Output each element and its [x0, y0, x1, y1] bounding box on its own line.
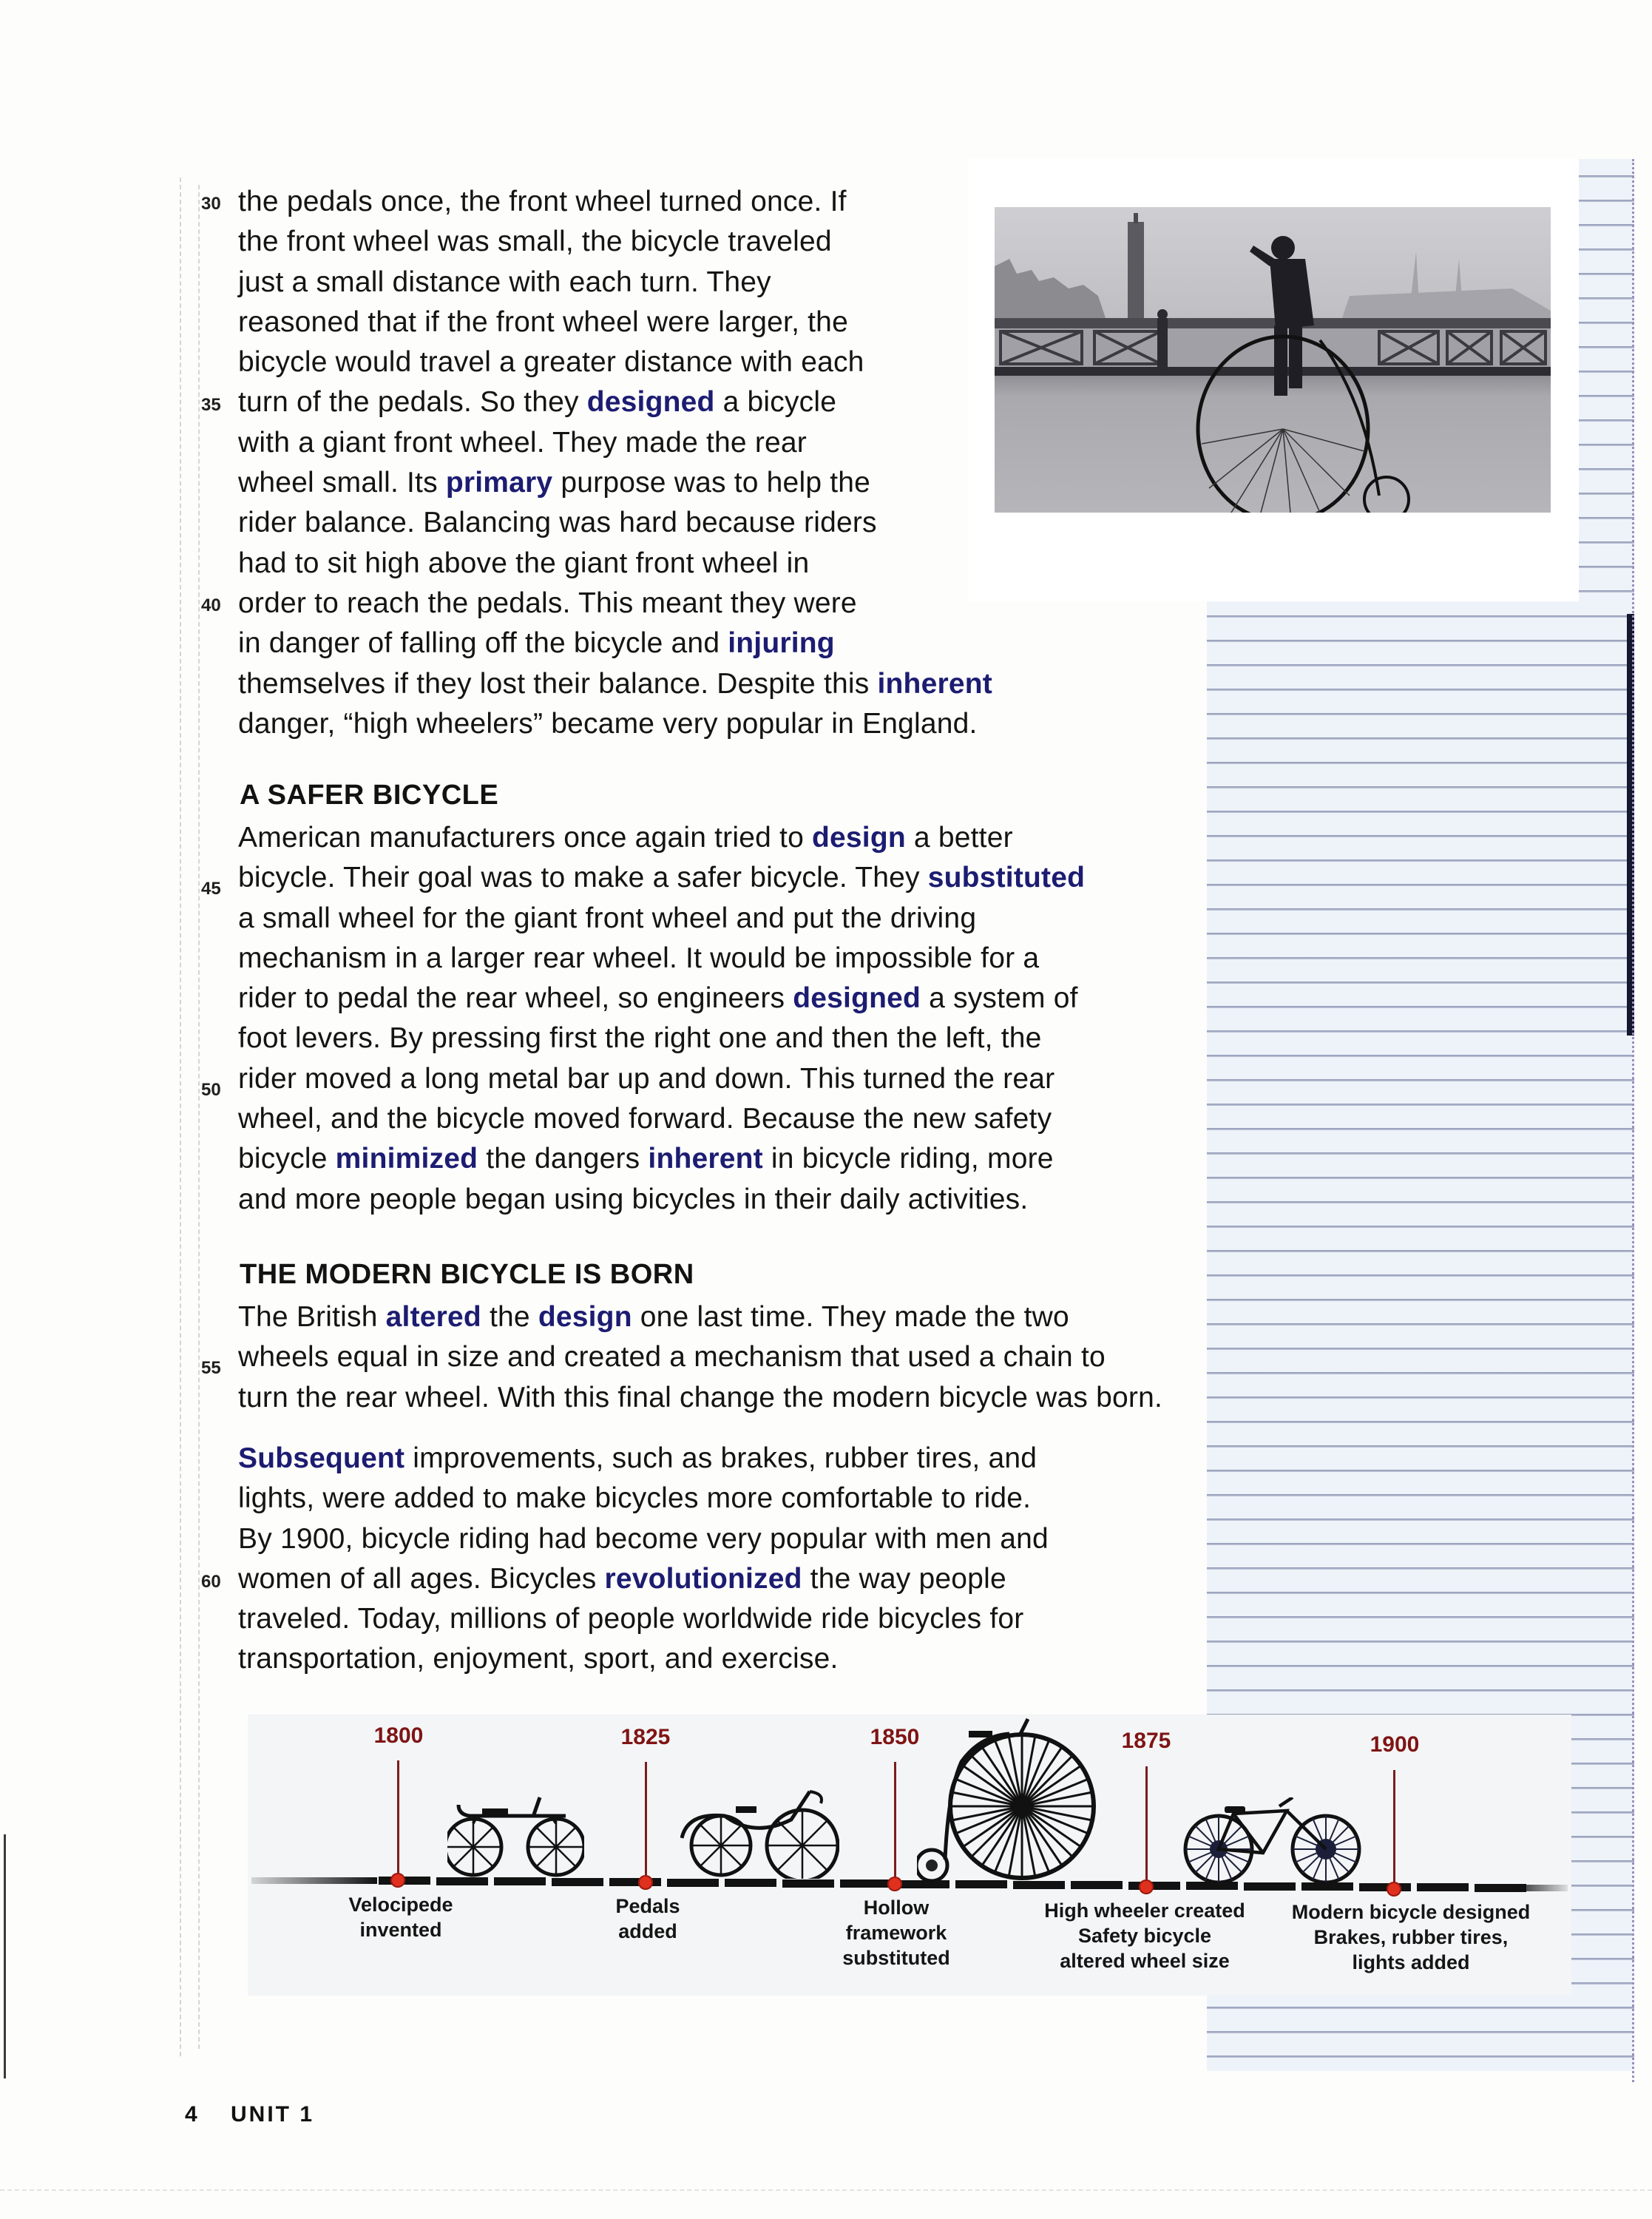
text-segment: and more people began using bicycles in their daily activities.	[238, 1183, 1029, 1215]
text-segment: had to sit high above the giant front wheel in	[238, 547, 810, 579]
text-line	[238, 584, 1222, 624]
text-segment: traveled. Today, millions of people worldwide ride bicycles for	[238, 1603, 1024, 1635]
text-line	[238, 939, 1222, 979]
timeline-axis-segment	[1301, 1882, 1353, 1891]
text-segment: the dangers	[478, 1143, 649, 1175]
line-number: 50	[201, 1080, 221, 1100]
vocabulary-word: revolutionized	[604, 1562, 802, 1595]
margin-guide-line	[198, 185, 200, 2049]
text-segment: lights, were added to make bicycles more comfortable to ride.	[238, 1482, 1032, 1515]
timeline-label-1800: Velocipede invented	[348, 1894, 453, 1941]
timeline-axis-segment	[1359, 1883, 1411, 1891]
timeline-axis-segment	[1417, 1883, 1469, 1891]
timeline-marker-1900	[1387, 1882, 1401, 1897]
text-line	[238, 1139, 1222, 1179]
text-segment: danger, “high wheelers” became very popular in England.	[238, 707, 978, 740]
vocabulary-word: substituted	[927, 862, 1086, 894]
line-number: 40	[201, 595, 221, 615]
timeline-axis-segment	[609, 1878, 661, 1886]
section-heading-modern-bicycle: THE MODERN BICYCLE IS BORN	[240, 1259, 694, 1290]
timeline-axis-segment	[1244, 1882, 1296, 1891]
text-line	[238, 624, 1222, 663]
safety-bicycle-icon	[1183, 1797, 1364, 1882]
line-number: 60	[201, 1572, 221, 1592]
text-line	[238, 818, 1222, 858]
paragraph-safer-bicycle	[238, 818, 1222, 1220]
text-segment: bicycle	[238, 1143, 336, 1175]
text-line	[238, 1297, 1222, 1337]
vocabulary-word: Subsequent	[238, 1442, 405, 1474]
timeline-axis-segment	[552, 1878, 603, 1886]
text-segment: transportation, enjoyment, sport, and exercise.	[238, 1643, 839, 1675]
timeline-axis-segment	[1186, 1882, 1238, 1890]
timeline-year: 1800	[373, 1723, 424, 1748]
vocabulary-word: inherent	[877, 667, 992, 700]
text-segment: one last time. They made the two	[632, 1301, 1069, 1333]
text-segment: wheel small. Its	[238, 467, 446, 499]
text-line	[238, 1019, 1222, 1058]
text-line	[238, 222, 1222, 262]
vocabulary-word: injuring	[728, 627, 835, 660]
timeline-marker-1850	[887, 1877, 902, 1891]
text-line	[238, 1639, 1222, 1679]
text-segment: foot levers. By pressing first the right one and then the left, the	[238, 1022, 1042, 1055]
text-line	[238, 1180, 1222, 1220]
text-segment: a better	[905, 822, 1013, 854]
line-number: 30	[201, 194, 221, 214]
text-line	[238, 1337, 1222, 1377]
paragraph-subsequent	[238, 1439, 1222, 1680]
paragraph-intro	[238, 182, 1222, 744]
text-segment: bicycle would travel a greater distance with each	[238, 346, 864, 379]
text-segment: American manufacturers once again tried to	[238, 822, 812, 854]
paragraph-modern-bicycle	[238, 1297, 1222, 1418]
text-segment: with a giant front wheel. They made the rear	[238, 426, 807, 459]
text-segment: rider moved a long metal bar up and down. This turned the rear	[238, 1062, 1055, 1095]
text-line	[238, 1599, 1222, 1639]
text-line	[238, 1559, 1222, 1599]
side-panel-texture	[1579, 159, 1634, 618]
line-number: 35	[201, 395, 221, 415]
text-segment: turn the rear wheel. With this final change the modern bicycle was born.	[238, 1381, 1163, 1414]
text-segment: the way people	[802, 1562, 1006, 1595]
line-number: 55	[201, 1358, 221, 1378]
timeline-stem-1800	[397, 1760, 399, 1877]
text-line	[238, 463, 1222, 503]
penny-farthing-bicycle-icon	[917, 1718, 1106, 1884]
timeline-label-1850: Hollow framework substituted	[842, 1897, 950, 1969]
text-line	[238, 1099, 1222, 1139]
text-segment: the front wheel was small, the bicycle traveled	[238, 226, 832, 258]
vocabulary-word: inherent	[648, 1143, 763, 1175]
text-segment: The British	[238, 1301, 386, 1333]
timeline-label-1875: High wheeler created Safety bicycle altered wheel size	[1044, 1899, 1245, 1972]
text-line	[238, 979, 1222, 1019]
text-line	[238, 303, 1222, 342]
text-segment: reasoned that if the front wheel were larger, the	[238, 305, 848, 338]
timeline-stem-1875	[1145, 1766, 1148, 1883]
page-bottom-edge	[0, 2189, 1652, 2192]
vocabulary-word: designed	[793, 982, 921, 1015]
text-line	[238, 503, 1222, 543]
timeline-marker-1825	[638, 1875, 653, 1890]
text-segment: a system of	[921, 982, 1078, 1015]
text-line	[238, 664, 1222, 704]
timeline-axis-fade-left	[251, 1877, 377, 1884]
text-line	[238, 342, 1222, 382]
text-line	[238, 263, 1222, 303]
text-segment: in danger of falling off the bicycle and	[238, 627, 728, 660]
text-line	[238, 1059, 1222, 1099]
timeline-stem-1850	[894, 1762, 896, 1880]
text-segment: purpose was to help the	[552, 467, 871, 499]
text-line	[238, 1519, 1222, 1559]
timeline-year: 1825	[620, 1725, 671, 1749]
timeline-stem-1900	[1393, 1770, 1395, 1887]
text-line	[238, 544, 1222, 584]
timeline-axis-segment	[725, 1879, 776, 1887]
text-line	[238, 704, 1222, 744]
timeline-year: 1850	[870, 1725, 920, 1749]
timeline-axis-segment	[667, 1879, 719, 1887]
timeline-axis-segment	[840, 1879, 892, 1888]
text-line	[238, 1439, 1222, 1479]
text-line	[238, 382, 1222, 422]
text-line	[238, 1378, 1222, 1418]
page-number: 4	[185, 2102, 200, 2127]
text-segment: in bicycle riding, more	[762, 1143, 1054, 1175]
text-line	[238, 423, 1222, 463]
text-segment: wheels equal in size and created a mechanism that used a chain to	[238, 1341, 1106, 1374]
text-segment: wheel, and the bicycle moved forward. Because the new safety	[238, 1103, 1052, 1135]
velocipede-bicycle-icon	[680, 1783, 839, 1879]
text-segment: themselves if they lost their balance. Despite this	[238, 667, 878, 700]
timeline-year: 1900	[1370, 1732, 1420, 1757]
timeline-marker-1875	[1139, 1879, 1154, 1894]
text-segment: just a small distance with each turn. They	[238, 266, 771, 298]
text-segment: women of all ages. Bicycles	[238, 1562, 605, 1595]
side-panel-border	[1632, 159, 1634, 2082]
text-segment: the pedals once, the front wheel turned once. If	[238, 186, 847, 217]
margin-guide-line	[180, 178, 181, 2056]
vocabulary-word: primary	[445, 467, 553, 499]
vocabulary-word: minimized	[335, 1143, 478, 1175]
timeline-marker-1800	[390, 1873, 405, 1888]
text-segment: mechanism in a larger rear wheel. It would be impossible for a	[238, 942, 1040, 974]
timeline-axis-segment	[1128, 1882, 1180, 1890]
text-segment: a small wheel for the giant front wheel and put the driving	[238, 902, 977, 934]
vocabulary-word: design	[812, 822, 906, 854]
timeline-year: 1875	[1121, 1729, 1171, 1753]
section-heading-safer-bicycle: A SAFER BICYCLE	[240, 780, 499, 811]
text-segment: improvements, such as brakes, rubber tires, and	[404, 1442, 1037, 1474]
text-segment: rider to pedal the rear wheel, so engineers	[238, 982, 793, 1015]
timeline-axis-segment	[782, 1879, 834, 1888]
timeline-stem-1825	[645, 1762, 647, 1879]
timeline-axis-fade-right	[1509, 1885, 1568, 1891]
text-segment: rider balance. Balancing was hard because riders	[238, 507, 877, 539]
text-segment: bicycle. Their goal was to make a safer bicycle. They	[238, 862, 928, 894]
text-segment: By 1900, bicycle riding had become very popular with men and	[238, 1522, 1049, 1555]
line-number: 45	[201, 879, 221, 899]
text-line	[238, 899, 1222, 939]
text-segment: turn of the pedals. So they	[238, 386, 587, 419]
text-segment: order to reach the pedals. This meant they were	[238, 587, 857, 619]
unit-label: UNIT 1	[231, 2102, 315, 2127]
text-line	[238, 858, 1222, 898]
text-line	[238, 182, 1222, 222]
page-edge-line	[4, 1834, 6, 2078]
text-segment: the	[481, 1301, 538, 1333]
text-line	[238, 1479, 1222, 1519]
text-segment: a bicycle	[714, 386, 837, 419]
vocabulary-word: design	[538, 1301, 632, 1333]
timeline-label-1825: Pedals added	[615, 1895, 680, 1942]
vocabulary-word: altered	[385, 1301, 481, 1333]
vocabulary-word: designed	[586, 386, 715, 419]
timeline-label-1900: Modern bicycle designed Brakes, rubber tires, lights added	[1291, 1901, 1531, 1973]
hobby-horse-bicycle-icon	[447, 1794, 584, 1879]
